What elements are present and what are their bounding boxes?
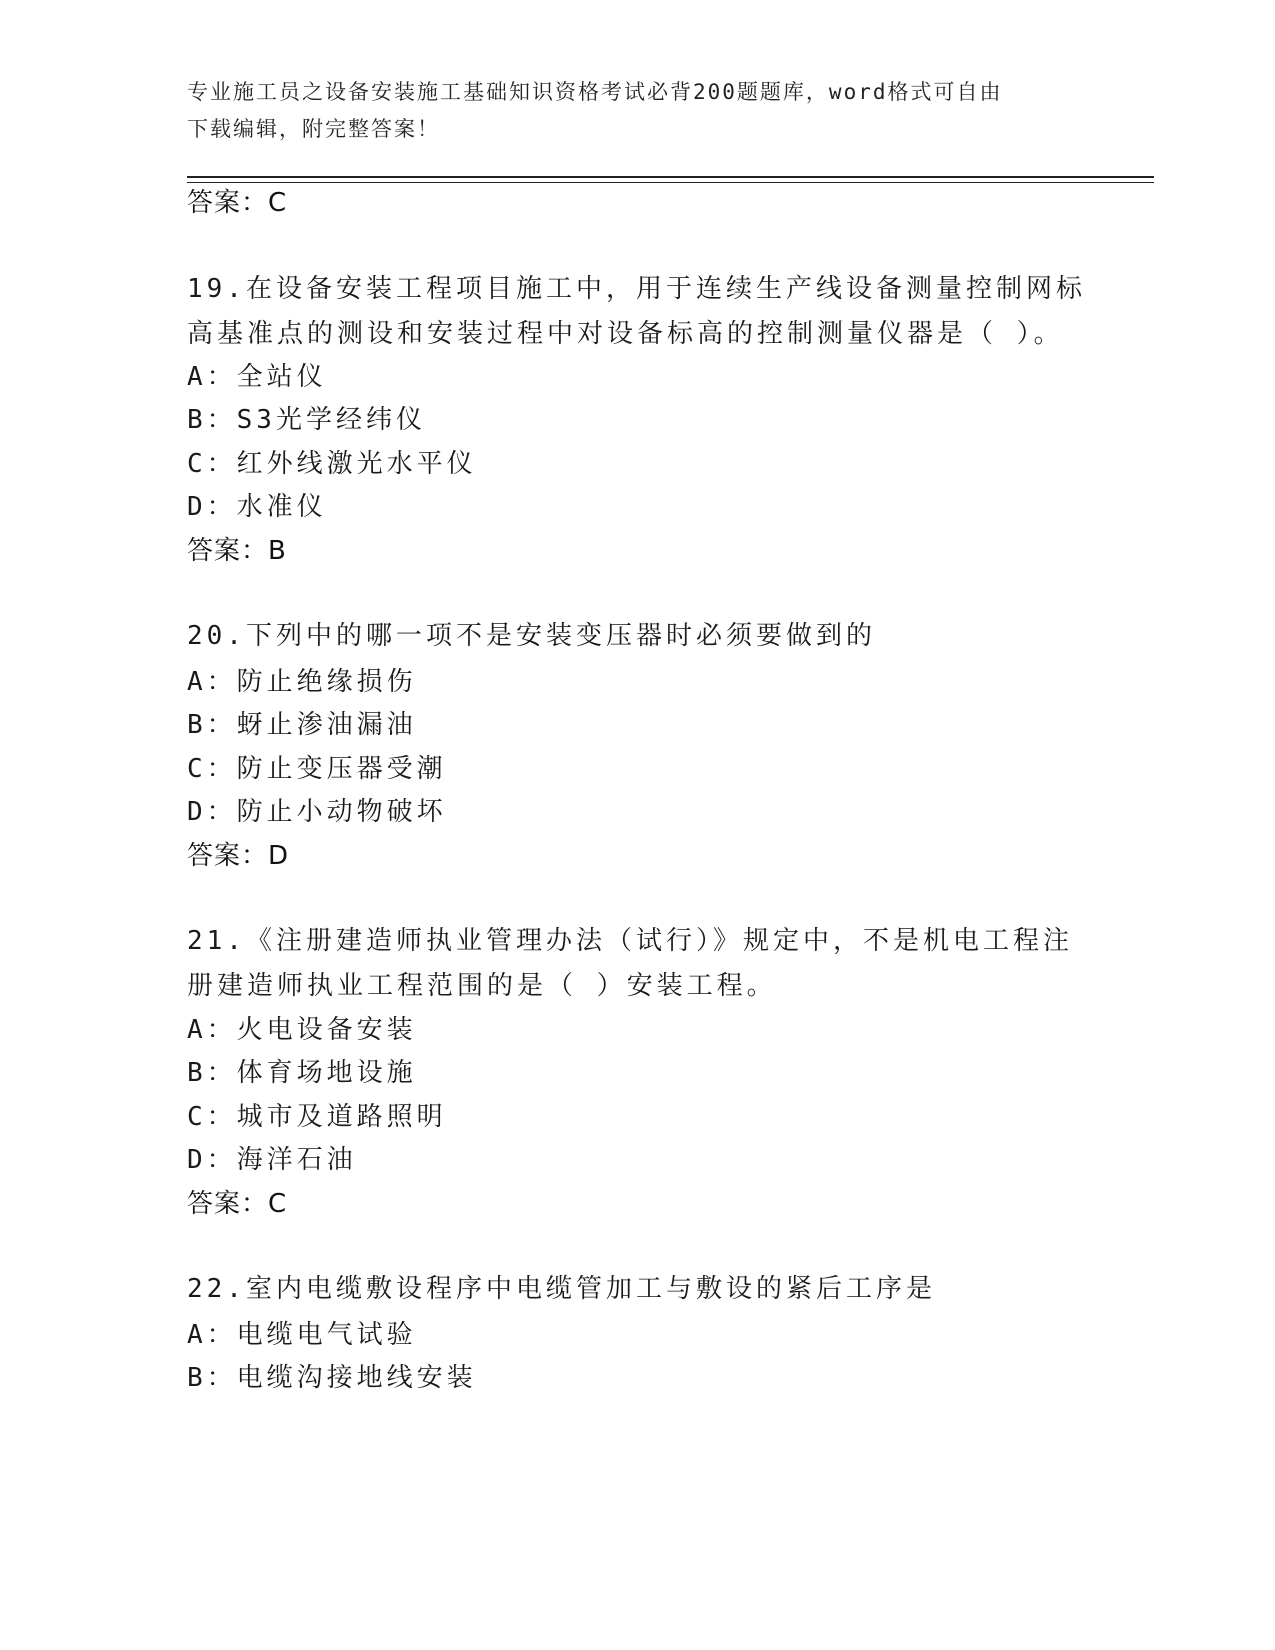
question-20-stem: 20.下列中的哪一项不是安装变压器时必须要做到的 [187,621,876,651]
question-19-answer: 答案：B [187,536,287,566]
question-20-option-d: D：防止小动物破坏 [187,797,447,827]
question-22-option-b: B：电缆沟接地线安装 [187,1363,477,1393]
question-21-option-a: A：火电设备安装 [187,1015,417,1045]
question-19-option-c: C：红外线激光水平仪 [187,449,477,479]
question-19-option-b: B：S3光学经纬仪 [187,405,426,435]
question-22-option-a: A：电缆电气试验 [187,1320,417,1350]
previous-question-answer: 答案：C [187,188,288,218]
question-21-stem: 21.《注册建造师执业管理办法（试行）》规定中，不是机电工程注册建造师执业工程范围的是（ ）安装工程。 [187,926,1073,1001]
question-21-option-b: B：体育场地设施 [187,1058,417,1088]
question-20-answer: 答案：D [187,841,290,871]
document-header-note [187,74,1067,148]
header-line-2: 下载编辑，附完整答案！ [187,117,440,141]
question-22-stem: 22.室内电缆敷设程序中电缆管加工与敷设的紧后工序是 [187,1274,936,1304]
header-line-1: 专业施工员之设备安装施工基础知识资格考试必背200题题库，word格式可自由 [187,80,1003,104]
question-21-option-c: C：城市及道路照明 [187,1102,447,1132]
question-19-option-a: A：全站仪 [187,362,327,392]
header-divider-thick [187,176,1154,178]
question-20-option-c: C：防止变压器受潮 [187,754,447,784]
question-20-option-b: B：蚜止渗油漏油 [187,710,417,740]
question-20-option-a: A：防止绝缘损伤 [187,667,417,697]
header-divider-thin [187,182,1154,183]
question-21-answer: 答案：C [187,1189,288,1219]
question-19-option-d: D：水准仪 [187,492,327,522]
question-21-option-d: D：海洋石油 [187,1145,357,1175]
question-19-stem: 19.在设备安装工程项目施工中，用于连续生产线设备测量控制网标高基准点的测设和安装过程中对设备标高的控制测量仪器是（ ）。 [187,274,1086,349]
